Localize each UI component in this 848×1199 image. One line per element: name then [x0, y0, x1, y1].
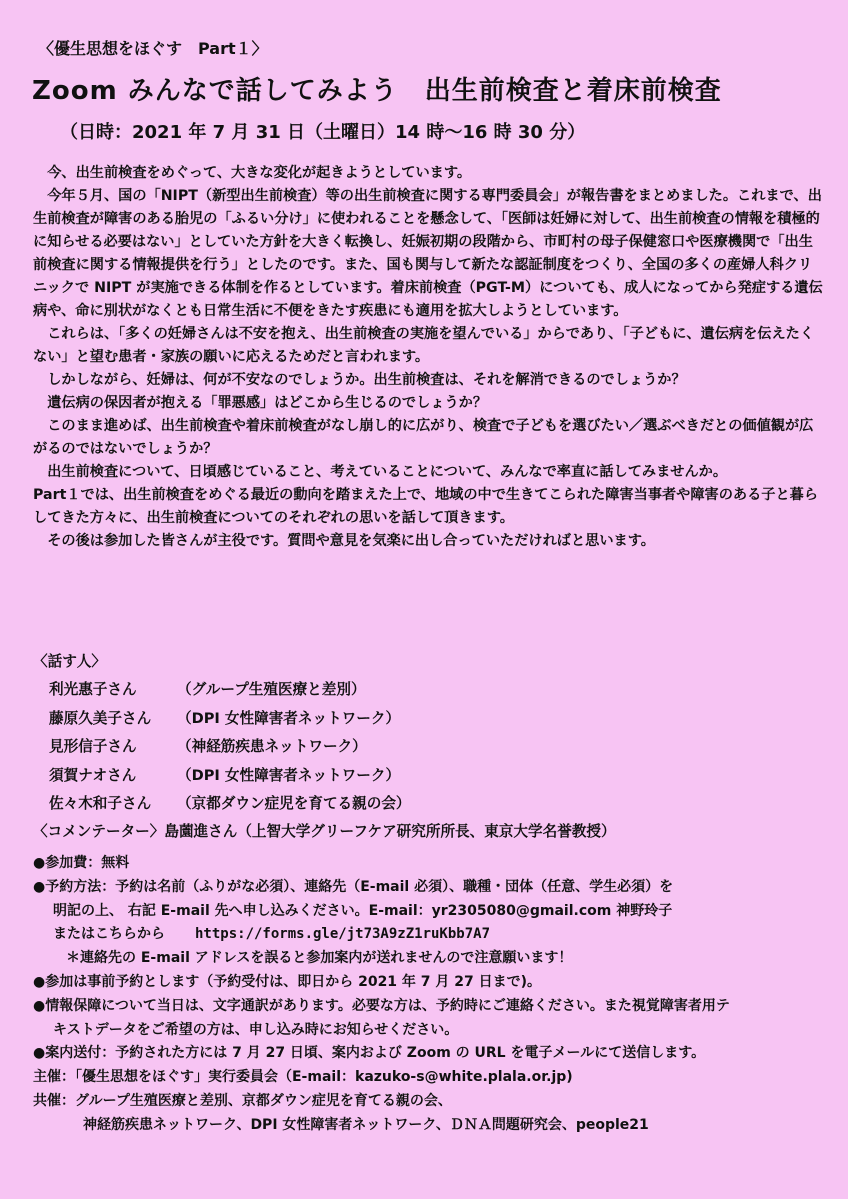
speaker-name: 見形信子さん — [49, 738, 137, 756]
speakers-heading: 〈話す人〉 — [33, 653, 106, 670]
speaker-org: （神経筋疾患ネットワーク） — [177, 738, 367, 756]
speaker-name: 利光惠子さん — [49, 681, 137, 699]
event-title: Zoom みんなで話してみよう 出生前検査と着床前検査 — [32, 76, 722, 106]
description-paragraph: 遺伝病の保因者が抱える「罪悪感」はどこから生じるのでしょうか？ — [47, 395, 488, 411]
description-paragraph: 出生前検査について、日頃感じていること、考えていることについて、みんなで率直に話してみませんか。 — [47, 464, 728, 480]
speakers-section — [33, 648, 616, 847]
reservation-email-line: 明記の上、 右記 E-mail 先へ申し込みください。E-mail：yr2305080@gmail.com 神野玲子 — [53, 902, 673, 919]
description-paragraph: しかしながら、妊婦は、何が不安なのでしょうか。出生前検査は、それを解消できるのでしょうか？ — [47, 372, 686, 388]
description-paragraph: 今、出生前検査をめぐって、大きな変化が起きようとしています。 — [47, 165, 472, 181]
speaker-org: （グループ生殖医療と差別） — [177, 681, 366, 699]
event-description — [33, 162, 823, 553]
reservation-form-line — [33, 923, 833, 947]
notice-sending-line: ●案内送付：予約された方には 7 月 27 日頃、案内および Zoom の URL を電子メールにて送信します。 — [33, 1045, 706, 1062]
commentator-line: 〈コメンテーター〉島薗進さん（上智大学グリーフケア研究所所長、東京大学名誉教授） — [33, 823, 616, 841]
speaker-row — [33, 705, 616, 733]
accessibility-line-cont: キストデータをご希望の方は、申し込み時にお知らせください。 — [53, 1021, 459, 1038]
speaker-name: 佐々木和子さん — [49, 795, 152, 813]
description-paragraph: このまま進めば、出生前検査や着床前検査がなし崩し的に広がり、検査で子どもを選びたい／選ぶべきだとの価値観が広がるのではないでしょうか？ — [33, 418, 814, 457]
speaker-row — [33, 790, 616, 818]
accessibility-line: ●情報保障について当日は、文字通訳があります。必要な方は、予約時にご連絡ください。また視覚障害者用テ — [33, 997, 730, 1014]
description-paragraph: Part１では、出生前検査をめぐる最近の動向を踏まえた上で、地域の中で生きてこられた障害当事者や障害のある子と暮らしてきた方々に、出生前検査についてのそれぞれの思いを話して頂きます。 — [33, 487, 819, 526]
cohost-line-cont: 神経筋疾患ネットワーク、DPI 女性障害者ネットワーク、ＤＮＡ問題研究会、people21 — [83, 1116, 649, 1133]
event-datetime: （日時：2021 年 7 月 31 日（土曜日）14 時～16 時 30 分） — [60, 122, 586, 143]
speaker-name: 藤原久美子さん — [49, 709, 152, 727]
speaker-org: （DPI 女性障害者ネットワーク） — [177, 766, 401, 784]
event-info — [33, 852, 833, 1138]
advance-reservation-line: ●参加は事前予約とします（予約受付は、即日から 2021 年 7 月 27 日まで)。 — [33, 973, 542, 990]
speaker-row — [33, 733, 616, 761]
fee-line: ●参加費：無料 — [33, 855, 130, 871]
speaker-row — [33, 762, 616, 790]
speaker-row — [33, 676, 616, 704]
description-paragraph: 今年５月、国の「NIPT（新型出生前検査）等の出生前検査に関する専門委員会」が報告書をまとめました。これまで、出生前検査が障害のある胎児の「ふるい分け」に使われることを懸念して、「医師は妊婦に対して、出生前検査の情報を積極的に知らせる必要はない」としていた方針を大きく転換し、妊娠初期の段階から、市町村の母子保健窓口や医療機関で「出生前検査に関する情報提供を行う」としたのです。また、国も関与して新たな認証制度をつくり、全国の多くの産婦人科クリニックで NIPT が実施できる体制を作るとしています。着床前検査（PGT-M）についても、成人になってから発症する遺伝病や、命に別状がなくとも日常生活に不便をきたす疾患にも適用を拡大しようとしています。 — [33, 188, 823, 319]
reservation-note: ＊連絡先の E-mail アドレスを誤ると参加案内が送れませんので注意願います！ — [66, 950, 573, 967]
speaker-org: （京都ダウン症児を育てる親の会） — [177, 795, 411, 813]
series-label: 〈優生思想をほぐす Part１〉 — [38, 39, 268, 58]
description-paragraph: その後は参加した皆さんが主役です。質問や意見を気楽に出し合っていただければと思います。 — [47, 533, 655, 549]
cohost-line: 共催：グループ生殖医療と差別、京都ダウン症児を育てる親の会、 — [33, 1092, 452, 1109]
host-line: 主催：「優生思想をほぐす」実行委員会（E-mail：kazuko-s@white.plala.or.jp) — [33, 1069, 573, 1086]
speaker-org: （DPI 女性障害者ネットワーク） — [177, 709, 401, 727]
speaker-name: 須賀ナオさん — [49, 766, 137, 784]
description-paragraph: これらは、「多くの妊婦さんは不安を抱え、出生前検査の実施を望んでいる」からであり、「子どもに、遺伝病を伝えたくない」と望む患者・家族の願いに応えるためだと言われます。 — [33, 326, 815, 365]
reservation-method-line: ●予約方法：予約は名前（ふりがな必須）、連絡先（E-mail 必須）、職種・団体（任意、学生必須）を — [33, 878, 674, 895]
form-label: またはこちらから — [53, 926, 165, 943]
reservation-form-link[interactable]: https://forms.gle/jt73A9zZ1ruKbb7A7 — [195, 926, 491, 943]
